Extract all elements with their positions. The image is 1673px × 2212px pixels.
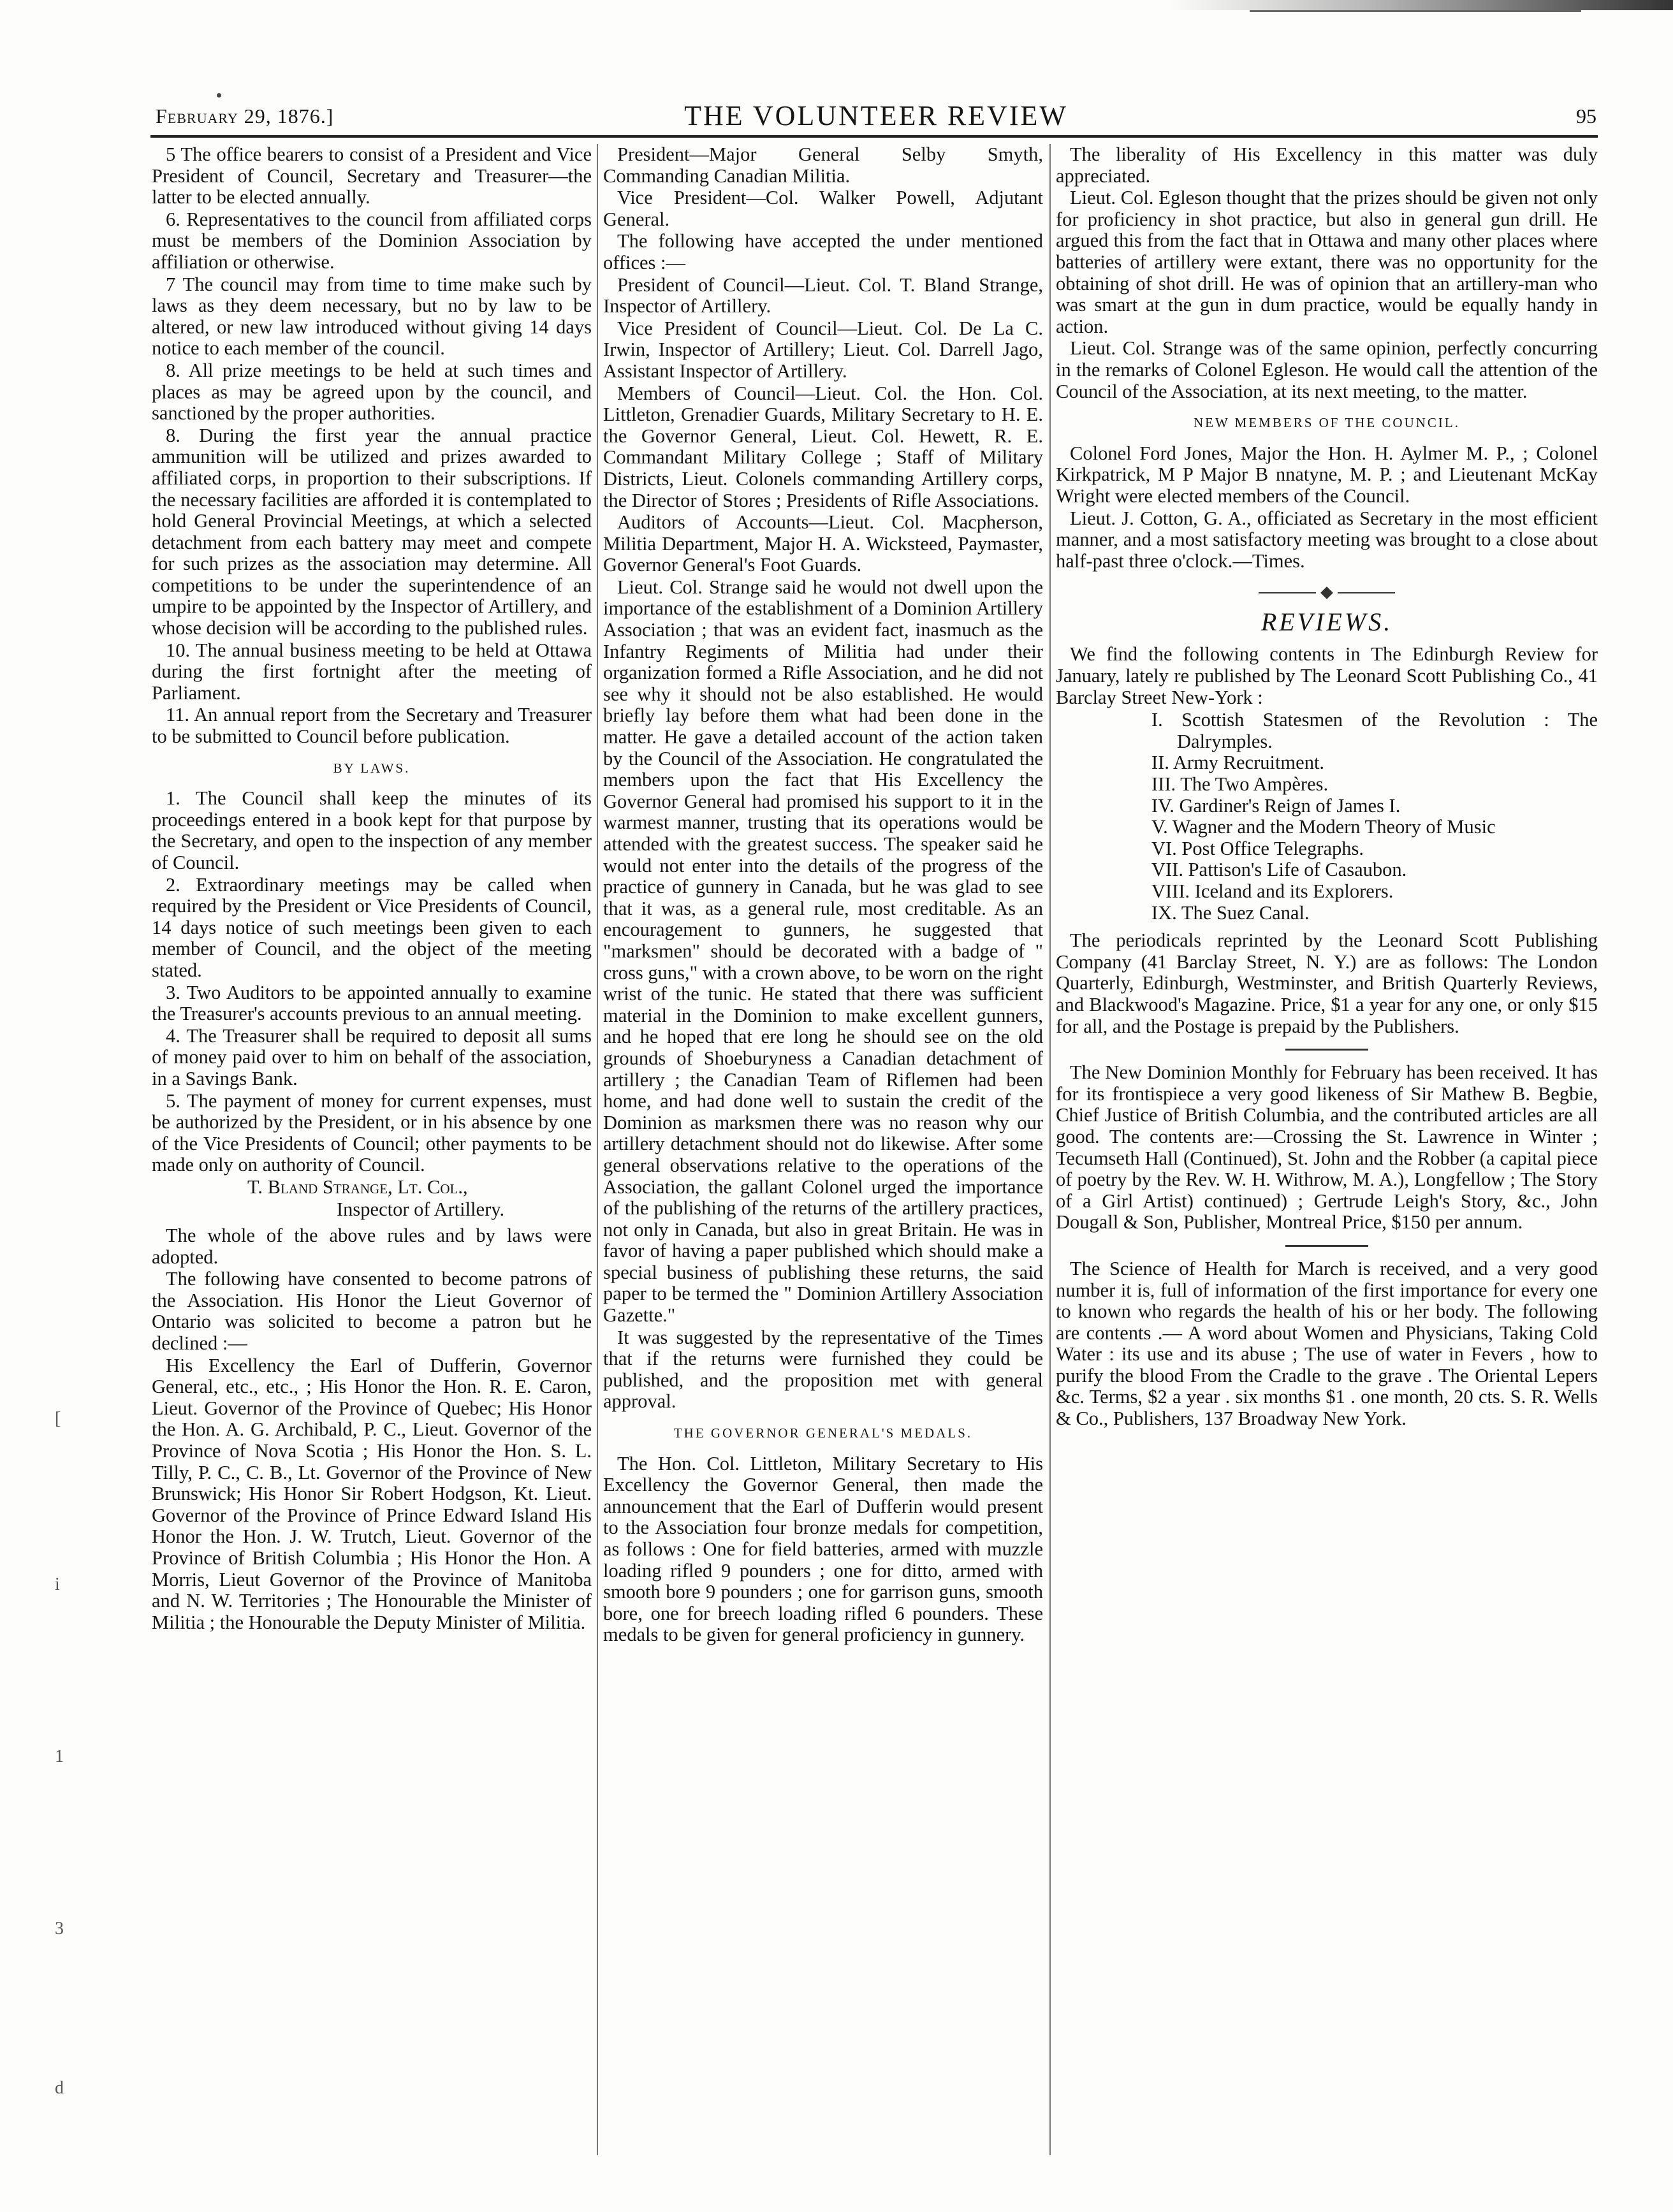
scan-edge-line bbox=[1250, 10, 1581, 12]
article-paragraph: The following have accepted the under mentioned offices :— bbox=[603, 230, 1043, 273]
margin-mark: d bbox=[55, 2078, 64, 2098]
header-rule bbox=[150, 135, 1598, 138]
list-item: IX. The Suez Canal. bbox=[1151, 901, 1310, 924]
article-paragraph: Auditors of Accounts—Lieut. Col. Macpherson, Militia Department, Major H. A. Wicksteed, Paymaster, Governor General's Foot Guards. bbox=[603, 511, 1043, 576]
section-ornament bbox=[1056, 581, 1598, 602]
margin-mark: 1 bbox=[55, 1747, 64, 1766]
signature-name: T. Bland Strange, Lt. Col., bbox=[247, 1175, 468, 1198]
column-1 bbox=[152, 144, 592, 2155]
scan-edge-shadow bbox=[1167, 0, 1673, 10]
column-3 bbox=[1056, 144, 1598, 2155]
article-paragraph: Lieut. J. Cotton, G. A., officiated as Secretary in the most efficient manner, and a most satisfactory meeting was brought to a close about half-past three o'clock.—Times. bbox=[1056, 507, 1598, 572]
section-heading-reviews: REVIEWS. bbox=[1260, 607, 1393, 636]
article-paragraph: 8. All prize meetings to be held at such times and places as may be agreed upon by the council, and sanctioned by the proper authorities. bbox=[152, 359, 592, 425]
article-paragraph: Lieut. Col. Egleson thought that the prizes should be given not only for proficiency in shot practice, but also in general gun drill. He argued this from the fact that in Ottawa and many other places where batteries of artillery were extant, there was no opportunity for the obtaining of shot drill. He was of opinion that an artillery-man who was smart at the gun in dum practice, would be equally handy in action. bbox=[1056, 187, 1598, 337]
article-paragraph: 3. Two Auditors to be appointed annually to examine the Treasurer's accounts previous to an annual meeting. bbox=[152, 981, 592, 1025]
article-paragraph: 4. The Treasurer shall be required to deposit all sums of money paid over to him on behalf of the association, in a Savings Bank. bbox=[152, 1024, 592, 1089]
separator-rule bbox=[1285, 1245, 1368, 1247]
margin-mark: i bbox=[55, 1575, 60, 1594]
article-paragraph: 1. The Council shall keep the minutes of its proceedings entered in a book kept for that purpose by the Secretary, and open to the inspection of any member of Council. bbox=[152, 787, 592, 873]
article-paragraph: The following have consented to become patrons of the Association. His Honor the Lieut Governor of Ontario was solicited to become a patron but he declined :— bbox=[152, 1268, 592, 1355]
article-paragraph: 5. The payment of money for current expenses, must be authorized by the President, or in his absence by one of the Vice Presidents of Council; other payments to be made only on authority of Council. bbox=[152, 1089, 592, 1176]
article-paragraph: The liberality of His Excellency in this matter was duly appreciated. bbox=[1056, 144, 1598, 187]
column-rule bbox=[1049, 144, 1051, 2155]
article-paragraph: We find the following contents in The Edinburgh Review for January, lately re published by The Leonard Scott Publishing Co., 41 Barclay Street New-York : bbox=[1056, 643, 1598, 708]
margin-mark: 3 bbox=[55, 1919, 64, 1939]
list-item: VI. Post Office Telegraphs. bbox=[1151, 837, 1364, 859]
article-paragraph: The New Dominion Monthly for February has been received. It has for its frontispiece a very good likeness of Sir Mathew B. Begbie, Chief Justice of British Columbia, and the contributed articles are all good. The contents are:—Crossing the St. Lawrence in Winter ; Tecumseth Hall (Continued), St. John and the Robber (a capital piece of poetry by the Rev. W. H. Withrow, M. A.), Longfellow ; The Story of a Girl Artist) continued) ; Gertrude Leigh's Story, &c., John Dougall & Son, Publisher, Montreal Price, $150 per annum. bbox=[1056, 1061, 1598, 1233]
article-paragraph: The Science of Health for March is received, and a very good number it is, full of information of the first importance for every one to known who regards the health of his or her body. The following are contents .— A word about Women and Physicians, Taking Cold Water : its use and its abuse ; The use of water in Fevers , how to purify the blood From the Cradle to the grave . The Oriental Lepers &c. Terms, $2 a year . six months $1 . one month, 20 cts. S. R. Wells & Co., Publishers, 137 Broadway New York. bbox=[1056, 1257, 1598, 1430]
article-paragraph: 2. Extraordinary meetings may be called when required by the President or Vice Presidents of Council, 14 days notice of such meetings been given to each member of Council, and the object of the meeting stated. bbox=[152, 873, 592, 981]
separator-rule bbox=[1285, 1049, 1368, 1051]
contents-list bbox=[1056, 709, 1598, 924]
section-heading-new-members: NEW MEMBERS OF THE COUNCIL. bbox=[1194, 415, 1460, 431]
list-item: IV. Gardiner's Reign of James I. bbox=[1151, 794, 1401, 817]
column-rule bbox=[597, 144, 598, 2155]
list-item: V. Wagner and the Modern Theory of Music bbox=[1151, 816, 1496, 838]
article-paragraph: Colonel Ford Jones, Major the Hon. H. Aylmer M. P., ; Colonel Kirkpatrick, M P Major B nnatyne, M. P. ; and Lieutenant McKay Wright were elected members of the Council. bbox=[1056, 442, 1598, 507]
article-paragraph: Vice President of Council—Lieut. Col. De La C. Irwin, Inspector of Artillery; Lieut. Col. Darrell Jago, Assistant Inspector of Artillery. bbox=[603, 317, 1043, 382]
signature-title: Inspector of Artillery. bbox=[337, 1198, 505, 1220]
article-paragraph: President—Major General Selby Smyth, Commanding Canadian Militia. bbox=[603, 144, 1043, 187]
article-paragraph: 7 The council may from time to time make such by laws as they deem necessary, but no by law to be altered, or new law introduced without giving 14 days notice to each member of the council. bbox=[152, 273, 592, 360]
margin-mark: [ bbox=[55, 1409, 61, 1429]
article-paragraph: The Hon. Col. Littleton, Military Secretary to His Excellency the Governor General, then made the announcement that the Earl of Dufferin would present to the Association four bronze medals for competition, as follows : One for field batteries, armed with muzzle loading rifled 9 pounders ; one for ditto, armed with smooth bore 9 pounders ; one for garrison guns, smooth bore, one for breech loading rifled 6 pounders. These medals to be given for general proficiency in gunnery. bbox=[603, 1452, 1043, 1646]
article-paragraph: The whole of the above rules and by laws were adopted. bbox=[152, 1225, 592, 1268]
article-paragraph: It was suggested by the representative of the Times that if the returns were furnished they could be published, and the proposition met with general approval. bbox=[603, 1326, 1043, 1413]
article-paragraph: Members of Council—Lieut. Col. the Hon. Col. Littleton, Grenadier Guards, Military Secretary to H. E. the Governor General, Lieut. Col. Hewett, R. E. Commandant Military College ; Staff of Military Districts, Lieut. Colonels commanding Artillery corps, the Director of Stores ; Presidents of Rifle Associations. bbox=[603, 382, 1043, 511]
article-paragraph: 6. Representatives to the council from affiliated corps must be members of the Dominion Association by affiliation or otherwise. bbox=[152, 208, 592, 273]
article-paragraph: 11. An annual report from the Secretary and Treasurer to be submitted to Council before publication. bbox=[152, 704, 592, 748]
publication-title: THE VOLUNTEER REVIEW bbox=[684, 100, 1068, 131]
article-paragraph: 10. The annual business meeting to be held at Ottawa during the first fortnight after the meeting of Parliament. bbox=[152, 639, 592, 704]
column-2 bbox=[603, 144, 1043, 2155]
article-paragraph: His Excellency the Earl of Dufferin, Governor General, etc., etc., ; His Honor the Hon. R. E. Caron, Lieut. Governor of the Province of Quebec; His Honor the Hon. A. G. Archibald, P. C., Lieut. Governor of the Province of Nova Scotia ; His Honor the Hon. S. L. Tilly, P. C., C. B., Lt. Governor of the Province of New Brunswick; His Honor Sir Robert Hodgson, Kt. Lieut. Governor of the Province of Prince Edward Island His Honor the Hon. J. W. Trutch, Lieut. Governor of the Province of British Columbia ; His Honor the Hon. A Morris, Lieut Governor of the Province of Manitoba and N. W. Territories ; The Honourable the Minister of Militia ; the Honourable the Deputy Minister of Militia. bbox=[152, 1354, 592, 1633]
list-item: III. The Two Ampères. bbox=[1151, 773, 1329, 796]
article-paragraph: 5 The office bearers to consist of a President and Vice President of Council, Secretary and Treasurer—the latter to be elected annually. bbox=[152, 144, 592, 208]
article-paragraph: Lieut. Col. Strange said he would not dwell upon the importance of the establishment of a Dominion Artillery Association ; that was an evident fact, inasmuch as the Infantry Regiments of Militia had under their organization formed a Rifle Association, and he did not see why it should not be also established. He would briefly lay before them what had been done in the matter. He gave a detailed account of the action taken by the Council of the Association. He congratulated the members upon the fact that His Excellency the Governor General had promised his support to it in the warmest manner, trusting that its operations would be attended with the greatest success. The speaker said he would not enter into the details of the progress of the practice of gunnery in Canada, but he was glad to see that it was, as a general rule, most creditable. As an encouragement to gunners, he suggested that "marksmen" should be decorated with a badge of " cross guns," with a crown above, to be worn on the right wrist of the tunic. He stated that there was sufficient material in the Dominion to make excellent gunners, and he hoped that ere long he should see on the old grounds of Shoeburyness a Canadian detachment of artillery ; the Canadian Team of Riflemen had been home, and had done well to sustain the credit of the Dominion as marksmen there was no reason why our artillery detachment should not do likewise. After some general observations relative to the operations of the Association, the gallant Colonel urged the importance of the publishing of the returns of the artillery practices, not only in Canada, but also in great Britain. He was in favor of having a paper published which should make a special business of publishing these returns, the said paper to be termed the " Dominion Artillery Association Gazette." bbox=[603, 576, 1043, 1327]
article-paragraph: Vice President—Col. Walker Powell, Adjutant General. bbox=[603, 187, 1043, 230]
section-heading-medals: THE GOVERNOR GENERAL'S MEDALS. bbox=[673, 1425, 973, 1441]
list-item: VIII. Iceland and its Explorers. bbox=[1151, 880, 1394, 902]
article-paragraph: Lieut. Col. Strange was of the same opinion, perfectly concurring in the remarks of Colonel Egleson. He would call the attention of the Council of the Association, at its next meeting, to the matter. bbox=[1056, 337, 1598, 402]
issue-date: February 29, 1876.] bbox=[156, 105, 334, 127]
list-item: II. Army Recruitment. bbox=[1151, 752, 1325, 774]
article-paragraph: 8. During the first year the annual practice ammunition will be utilized and prizes awarded to affiliated corps, in proportion to their subscriptions. If the necessary facilities are afforded it is contemplated to hold General Provincial Meetings, at which a selected detachment from each battery may meet and compete for such prizes as the association may determine. All competitions to be under the superintendence of an umpire to be appointed by the Inspector of Artillery, and whose decision will be according to the published rules. bbox=[152, 424, 592, 639]
page-number: 95 bbox=[1576, 105, 1596, 127]
list-item: VII. Pattison's Life of Casaubon. bbox=[1151, 859, 1407, 881]
section-heading-bylaws: BY LAWS. bbox=[333, 760, 411, 776]
article-paragraph: President of Council—Lieut. Col. T. Bland Strange, Inspector of Artillery. bbox=[603, 273, 1043, 317]
running-header bbox=[156, 96, 1596, 134]
list-item: I. Scottish Statesmen of the Revolution : The Dalrymples. bbox=[1151, 709, 1598, 752]
article-paragraph: The periodicals reprinted by the Leonard Scott Publishing Company (41 Barclay Street, N. Y.) are as follows: The London Quarterly, Edinburgh, Westminster, and British Quarterly Reviews, and Blackwood's Magazine. Price, $1 a year for any one, or only $15 for all, and the Postage is prepaid by the Publishers. bbox=[1056, 929, 1598, 1037]
